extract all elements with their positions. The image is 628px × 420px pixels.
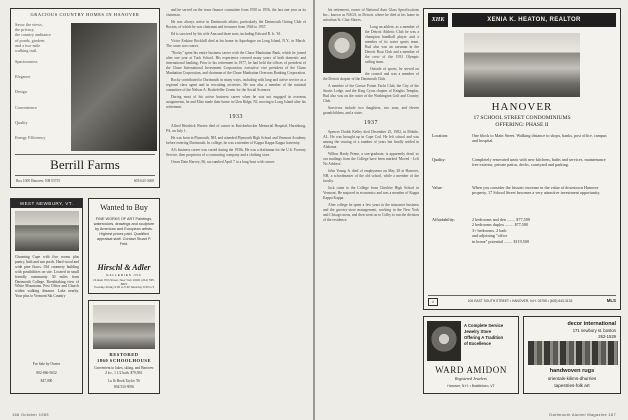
heaton-realtor-ad (423, 8, 621, 310)
west-newbury-sale: For Sale by Owner (32, 362, 61, 366)
quality-item: Elegance (15, 74, 31, 80)
berrill-qualities (15, 59, 67, 140)
ward-tagline: Offering A Tradition (464, 335, 504, 340)
ward-brand-sub: Registered Jewelers (455, 376, 487, 381)
paragraph: his retirement, owner of National Auto Glass Specifications Inc., known as NAGS, in Detroit, where he died at his home in suburban St. Clair Shores. (323, 8, 419, 22)
class-year-heading: 1933 (229, 114, 243, 120)
intro-line: Savor the views, (15, 22, 43, 27)
quality-item: Quality (15, 119, 28, 125)
decor-address: 171 newbury st. boston (572, 328, 616, 333)
decor-items: handwoven rugs (549, 368, 595, 374)
schoolhouse-photo (93, 305, 155, 349)
west-newbury-price: $47,000 (40, 379, 53, 383)
decor-items: orientals-kilims-dhurries (547, 376, 597, 381)
right-page (315, 0, 628, 420)
hirschl-brand-sub: GALLERIES INC (106, 273, 142, 277)
row-text: When you consider the historic increase in the value of downtown Hanover property, 17 School Street becomes a very attractive investment opportunity. (472, 185, 601, 196)
hirschl-adler-ad (88, 198, 160, 294)
berrill-intro (15, 22, 67, 53)
paragraph: Orson Dain Harvey, 86, succumbed April 7 to a long bout with cancer. (171, 160, 275, 164)
west-newbury-phone: 802-866-5652 (36, 371, 57, 375)
heaton-logo: XHK (428, 13, 448, 27)
hirschl-address: 21 East 70th Street, New York 10021 (212) 535-8810 (93, 278, 155, 286)
paragraph: "Rocky" spent his entire business career with the Chase Manhattan Bank, which he joined after one year at Tuck School. His experience covered many years of both domestic and international banking. Prior to his retirement in 1977, he had held the offices of president of the Chase International Investment Corporation, executive vice president of the Chase Manhattan Corporation, and chairman of the Chase Manhattan Overseas Banking Corporation. (166, 51, 306, 75)
intro-line: of ponds, gardens (15, 37, 45, 43)
paragraph: He was always active in Dartmouth affairs, particularly the Dartmouth Outing Club of Boston, of which he was chairman and treasurer from 1944 to 1957. (166, 20, 306, 29)
row-label: Quality: (432, 157, 446, 162)
intro-line: the country ambiance (15, 32, 52, 38)
paragraph: Alfred Hendrick Warren died of cancer in Knickerbocker Memorial Hospital, Harrisburg, PA, on July 1. (166, 124, 306, 133)
west-newbury-body: Charming Cape with five rooms plus pantry, bath and sun porch. Hard wood and wide pine floors. Old creamery building with possibilities on site. Located in small friendly community 30 miles from Dartmouth College. Breathtaking view of White Mountains. Post Office and Church within walking distance. Lake nearby. Your plus to Vermont Ski Country (15, 255, 79, 299)
berrill-phone: 603/643-3608 (133, 179, 154, 183)
schoolhouse-agent: Lu & Hook Taylor '56 (108, 379, 140, 383)
left-text-column (166, 8, 306, 406)
west-newbury-header: WEST NEWBURY, VT. (11, 199, 82, 208)
schoolhouse-phone: 802/333-9056 (113, 385, 135, 389)
berrill-farms-ad (10, 8, 160, 188)
paragraph: Jack came to the College from Cheshire High School in Vermont. He majored in economics and was a member of Kappa Kappa Kappa. (323, 186, 419, 200)
jewelry-photo (427, 321, 461, 361)
intro-line: the privacy, (15, 27, 35, 33)
paragraph: Wilbur Hardy Prime, a son-graduate, is apparently dead, so our mailings from the College have been marked 'Moved - Left No Address'. (323, 152, 419, 166)
quality-item: Spaciousness (15, 59, 38, 64)
quality-item: Convenience (15, 104, 37, 110)
decor-phone: 262-1529 (598, 334, 616, 339)
paragraph: Victor Erskine Rockhill died at his home in Aquebogue on Long Island, N.Y., in March. The cause was cancer. (166, 39, 306, 48)
paragraph: Outside of sports, he served on the council and was a member of the Detroit chapter of the Dartmouth Club. (323, 67, 419, 81)
ward-amidon-ad (423, 316, 519, 394)
paragraph: A member of the Grosse Pointe Yacht Club, the City of the Straits Lodge, and the King Cyrus chapter of Knights Templar, Bud also was on the roster of the Washington Golf and Country Club. (323, 84, 419, 103)
hirschl-hours: Tuesday-Friday 9:30 to 5:30 Saturday 9:30 to 5 (93, 285, 155, 289)
decor-international-ad (523, 316, 621, 394)
row-text: 2 bedrooms and den ........ $77,500 2 bedrooms duplex ........ $77,500 3+ bedrooms, 2 bath and adjoining "office in home" potential ........ $119,500 (472, 217, 530, 244)
intro-line: walking trail. (15, 48, 38, 54)
schoolhouse-title2: 1860 SCHOOLHOUSE (96, 358, 152, 363)
paragraph: During most of his active business career when he was not engaged in overseas assignments, he and Elise made their home in Glen Ridge, NJ, moving to Long Island after his retirement. (166, 95, 306, 109)
right-folio: Dartmouth Alumni Magazine 167 (549, 412, 616, 417)
paragraph: After college he spent a few years in the insurance business and the grocery-store management, working in the New York and Chicago areas, and then went on to Colby to run the division of the residence. (323, 203, 419, 222)
class-year-heading: 1937 (364, 120, 378, 126)
schoolhouse-body: Convenient to lakes, skiing, and Hanover. 2 b.r., 1 1/2 bath. $79,500. (93, 366, 155, 375)
berrill-photo (71, 23, 157, 151)
heaton-header: XENIA K. HEATON, REALTOR (452, 13, 616, 27)
obituary-portrait-photo (323, 27, 361, 73)
west-newbury-ad (10, 198, 83, 394)
row-label: Value: (432, 185, 443, 190)
row-text: One block to Main Street. Walking distance to shops, banks, post office, campus and hospital. (472, 133, 607, 144)
row-label: Affordability: (432, 217, 456, 222)
row-text: Completely renovated units with new kitchens, baths and services, maintenance free exterior, private patios, decks, courtyard and parking. (472, 157, 606, 168)
berrill-brand: Berrill Farms (50, 157, 120, 172)
mls-badge: MLS (606, 298, 616, 303)
paragraph: and he served on the town finance committee from 1950 to 1956, the last one year as its chairman. (166, 8, 306, 17)
decor-items: tapestries-folk art (554, 383, 590, 388)
paragraph: Rocky contributed to Dartmouth in many ways, including with long and active service as a regional class agent and in recruiting activities. He was also a member of the national committee of the Nelson A. Rockefeller Center for the Social Sciences. (166, 78, 306, 92)
right-text-column (323, 8, 419, 406)
paragraph: Al's business career was varied during the 1930s. He was a draftsman for the U.S. Forestry Service, then proprietor of a contracting company and a clothing store. (166, 148, 306, 157)
heaton-subtitle: 17 SCHOOL STREET CONDOMINIUMS (473, 115, 571, 121)
quality-item: Design (15, 89, 27, 95)
equal-housing-icon: ⌂ (428, 298, 438, 306)
quality-item: Energy Efficiency (15, 135, 46, 141)
intro-line: and a two-mile (15, 42, 41, 48)
ward-tagline: of Excellence (464, 341, 491, 346)
hirschl-header: Wanted to Buy (100, 203, 148, 212)
paragraph: He was born in Plymouth, NH, and attended Plymouth High School and Vermont Academy before entering Dartmouth. In college, he was a member of Kappa Kappa Kappa fraternity. (166, 136, 306, 145)
paragraph: John Young Jr. died of emphysema on May 28 at Hanover, NH, a schoolmaster of the old school, while a member of the faculty. (323, 169, 419, 183)
paragraph: Spencer Dodds Kelley died December 25, 1982, in Mobile, AL. He was brought up in Cape Cod. He left school and was among the rousing of a number of years but finally settled in Alabama. (323, 130, 419, 149)
rug-photo (528, 341, 618, 365)
ward-address: Hanover, N.H. • Brattleboro, VT (447, 384, 495, 388)
decor-title: decor international (567, 321, 616, 327)
schoolhouse-title: RESTORED (109, 352, 139, 357)
west-newbury-photo (15, 211, 79, 251)
berrill-address: Box 1000 Hanover, NH 03755 (16, 179, 61, 183)
heaton-town: HANOVER (491, 101, 553, 113)
condominium-photo (464, 33, 580, 97)
ward-tagline: Jewelry Store (464, 329, 492, 334)
hirschl-body: FINE WORKS OF ART Paintings, watercolors, drawings and sculpture by American and European artists. Highest prices paid. Qualified appraisal staff. Contact Stuart P. Feld. (93, 217, 155, 246)
schoolhouse-ad (88, 300, 160, 394)
berrill-header: GRACIOUS COUNTRY HOMES IN HANOVER (30, 12, 140, 17)
row-label: Location: (432, 133, 449, 138)
heaton-subtitle2: OFFERING: PHASE II (495, 122, 549, 128)
paragraph: Survivors include two daughters, two sons, and eleven grandchildren, and a sister. (323, 106, 419, 115)
left-page (0, 0, 313, 420)
paragraph: Long an athlete, as a member of the Detroit Athletic Club he was a champion handball player and a member of its water sports team. Bud also was an oarsman in the Detroit Boat Club and a member of the crew of the 1931 Olympic sailing team. (365, 25, 419, 64)
ward-tagline: A Complete Service (464, 323, 504, 328)
hirschl-brand: Hirschl & Adler (97, 263, 151, 272)
heaton-footer: 106 EAST SOUTH STREET • HANOVER, N.H. 03755 • (603) 643-3133 (467, 299, 573, 303)
left-folio: 166 October 1983 (12, 412, 49, 417)
paragraph: Ed is survived by his wife Ann and three sons, including Edward B. Jr. '61. (171, 32, 282, 36)
ward-brand: WARD AMIDON (435, 365, 507, 375)
